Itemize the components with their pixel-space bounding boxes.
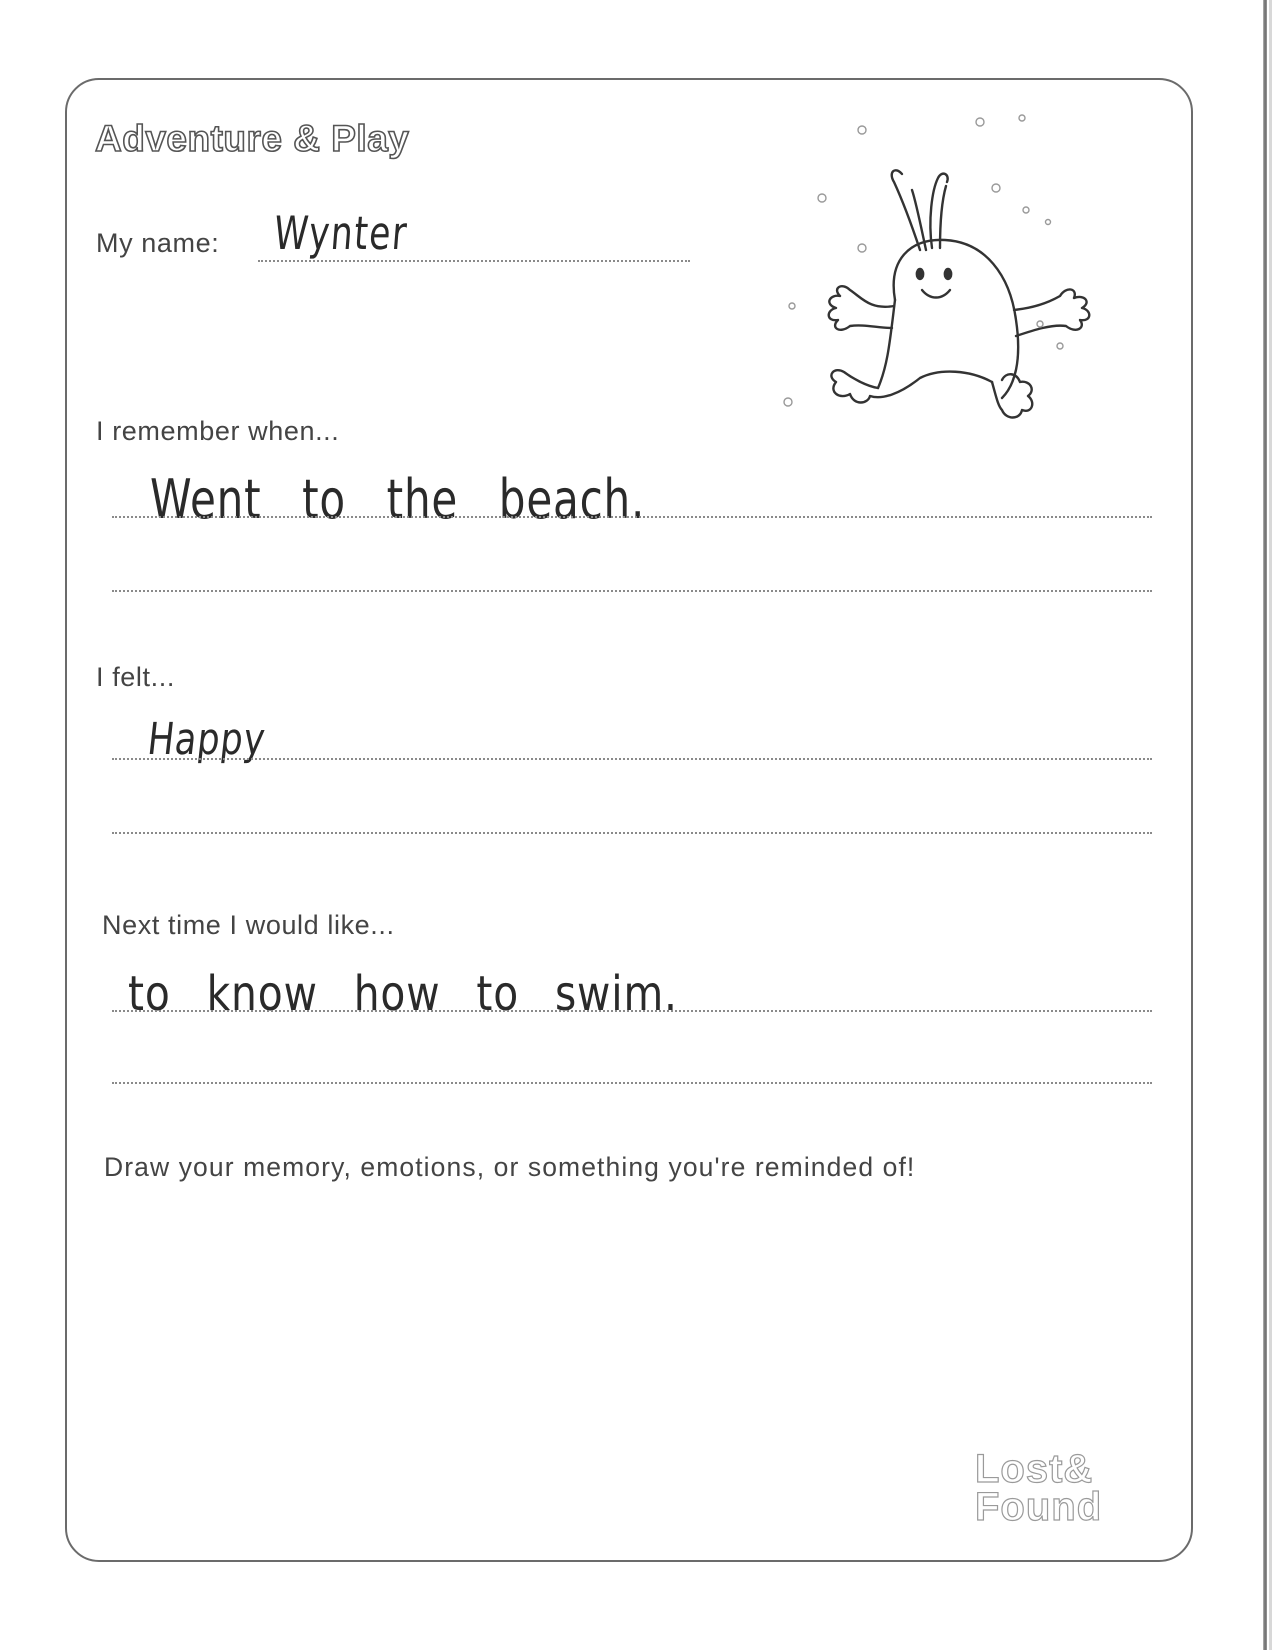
name-label: My name: xyxy=(96,228,220,258)
next-value: to know how to swim. xyxy=(128,966,678,1022)
scan-edge-shadow xyxy=(1269,0,1272,1650)
worksheet-title: Adventure & Play xyxy=(95,118,410,159)
creature-illustration xyxy=(770,110,1130,440)
remember-line-1 xyxy=(112,516,1152,518)
felt-line-1 xyxy=(112,758,1152,760)
felt-value: Happy xyxy=(145,714,269,765)
name-value: Wynter xyxy=(272,206,410,260)
remember-line-2 xyxy=(112,590,1152,592)
name-line xyxy=(258,260,690,262)
remember-label: I remember when... xyxy=(96,416,340,446)
next-line-1 xyxy=(112,1010,1152,1012)
lost-and-found-logo xyxy=(975,1447,1103,1529)
felt-label: I felt... xyxy=(96,662,175,692)
next-label: Next time I would like... xyxy=(102,910,395,940)
logo-line-1: Lost& xyxy=(975,1447,1094,1491)
remember-value: Went to the beach. xyxy=(150,468,646,531)
felt-line-2 xyxy=(112,832,1152,834)
scan-edge xyxy=(1263,0,1267,1650)
next-line-2 xyxy=(112,1082,1152,1084)
logo-line-2: Found xyxy=(975,1485,1103,1529)
draw-prompt: Draw your memory, emotions, or something you're reminded of! xyxy=(104,1152,916,1182)
